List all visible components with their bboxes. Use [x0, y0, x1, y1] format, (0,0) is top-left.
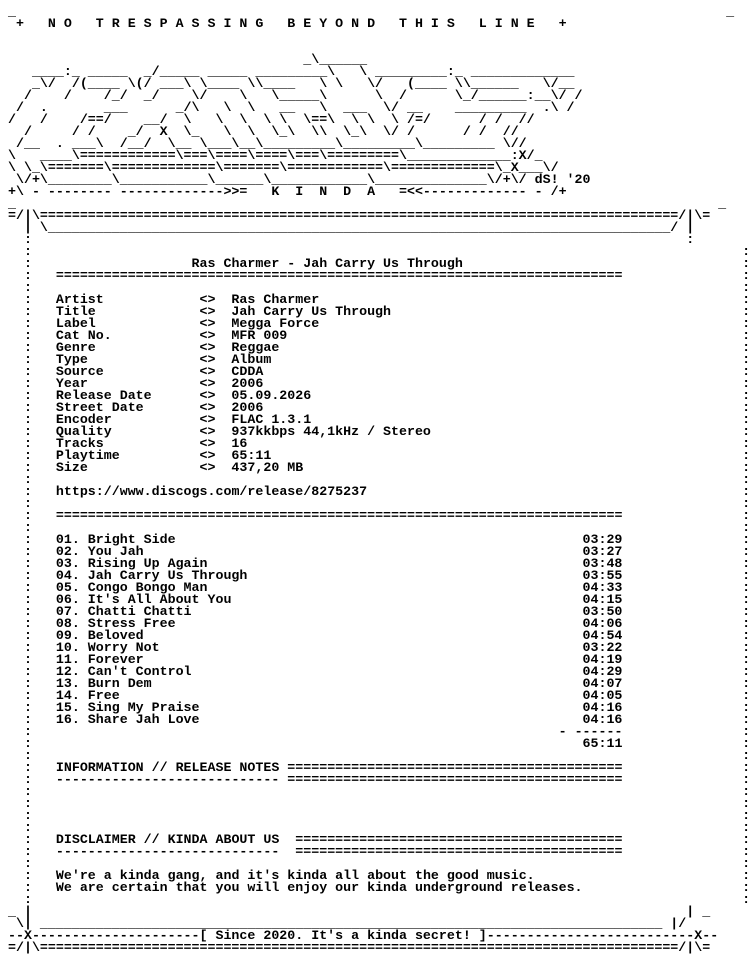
track-title: Free: [87, 688, 120, 703]
frame-right: :: [319, 316, 750, 331]
field-key: Label: [55, 316, 96, 331]
frame-right: :: [622, 832, 750, 847]
track-duration: 04:07: [582, 676, 623, 691]
frame-left: :: [8, 880, 56, 895]
frame-right: :: [55, 892, 750, 907]
frame-right: :: [582, 880, 750, 895]
frame-right: :: [303, 460, 750, 475]
banner-art-line: / / /==/ __/ \ \ \ \ \ \==\ \ \ \ /=/ / / //: [8, 112, 727, 127]
total-playtime: 65:11: [582, 736, 623, 751]
frame-right: :: [622, 772, 750, 787]
frame-right: :: [279, 340, 750, 355]
frame-segment: ==========================================: [279, 760, 623, 775]
frame-right: :: [311, 412, 750, 427]
frame-left: :: [8, 820, 56, 835]
track-title: Jah Carry Us Through: [87, 568, 248, 583]
track-title: Sing My Praise: [87, 700, 200, 715]
banner-art-line: _\______: [8, 52, 727, 67]
frame-left: :: [8, 808, 56, 823]
frame-right: :: [55, 856, 750, 871]
frame-right: :: [247, 436, 750, 451]
track-number: 11.: [55, 652, 80, 667]
frame-left: :: [8, 412, 56, 427]
banner-art-line: / / /_/ _/ \/ \ \_____\ \ / \_/______:__\/ /: [8, 88, 727, 103]
frame-left: :: [8, 364, 56, 379]
frame-right: :: [622, 844, 750, 859]
frame-bottom-row: [8, 940, 711, 955]
track-number: 12.: [55, 664, 80, 679]
field-value: Album: [231, 352, 272, 367]
track-number: 01.: [55, 532, 80, 547]
track-title: Forever: [87, 652, 144, 667]
field-value: 05.09.2026: [231, 388, 312, 403]
track-title: Beloved: [87, 628, 144, 643]
track-title: Rising Up Again: [87, 556, 208, 571]
frame-left: :: [8, 604, 56, 619]
field-key: Cat No.: [55, 328, 112, 343]
frame-left: :: [8, 568, 56, 583]
field-separator: <>: [199, 388, 216, 403]
banner-art-line: \ \_\=======\=============\=======\============\=============\_X___\/: [8, 160, 743, 175]
field-key: Street Date: [55, 400, 144, 415]
frame-right: :: [622, 592, 750, 607]
frame-left: :: [8, 520, 56, 535]
frame-left: :: [8, 628, 56, 643]
frame-left: :: [8, 856, 56, 871]
field-key: Size: [55, 460, 88, 475]
frame-segment: ---------------------------- =========================================: [55, 844, 623, 859]
frame-art-line: =/|\================================================================================/|\=: [8, 208, 711, 223]
frame-right: :: [55, 808, 750, 823]
frame-left: :: [8, 400, 56, 415]
frame-right: :: [367, 484, 750, 499]
frame-right: :: [622, 652, 750, 667]
frame-right: :: [622, 628, 750, 643]
frame-right: :: [622, 712, 750, 727]
track-number: 10.: [55, 640, 80, 655]
frame-right: :: [55, 796, 750, 811]
frame-left: :: [8, 616, 56, 631]
track-number: 14.: [55, 688, 80, 703]
frame-art-line: _ _: [8, 196, 727, 211]
frame-right: :: [311, 388, 750, 403]
field-value: Megga Force: [231, 316, 320, 331]
frame-left: :: [8, 688, 56, 703]
frame-right: :: [622, 268, 750, 283]
frame-right: :: [319, 292, 750, 307]
frame-right: :: [55, 280, 750, 295]
frame-left: :: [8, 724, 56, 739]
frame-left: :: [8, 352, 56, 367]
frame-left: :: [8, 424, 56, 439]
track-title: You Jah: [87, 544, 144, 559]
frame-segment: ---------------------------- ==========================================: [55, 772, 623, 787]
track-title: It's All About You: [87, 592, 232, 607]
frame-art-line: : :: [8, 232, 695, 247]
frame-left: :: [8, 532, 56, 547]
frame-left: :: [8, 736, 56, 751]
track-duration: 03:48: [582, 556, 623, 571]
field-value: FLAC 1.3.1: [231, 412, 312, 427]
track-number: 13.: [55, 676, 80, 691]
frame-left: :: [8, 544, 56, 559]
frame-right: :: [622, 616, 750, 631]
frame-left: :: [8, 268, 56, 283]
field-separator: <>: [199, 352, 216, 367]
frame-left: :: [8, 892, 56, 907]
frame-right: :: [55, 784, 750, 799]
field-separator: <>: [199, 412, 216, 427]
track-duration: 04:15: [582, 592, 623, 607]
frame-right: :: [622, 724, 750, 739]
frame-right: :: [622, 688, 750, 703]
frame-left: :: [8, 436, 56, 451]
frame-right: :: [622, 760, 750, 775]
field-key: Tracks: [55, 436, 104, 451]
frame-left: :: [8, 868, 56, 883]
frame-left: :: [8, 472, 56, 487]
track-duration: 04:05: [582, 688, 623, 703]
frame-right: :: [462, 256, 750, 271]
banner-art-line: _ _: [8, 4, 735, 19]
frame-left: :: [8, 712, 56, 727]
frame-right: :: [622, 544, 750, 559]
frame-left: :: [8, 748, 56, 763]
field-separator: <>: [199, 304, 216, 319]
track-number: 09.: [55, 628, 80, 643]
frame-right: :: [263, 376, 750, 391]
banner-art-line: ____:_ _____ _/_____ _____ _________\ \ _________:_ _____________: [8, 64, 727, 79]
banner-art-line: / . ___ _/\ \ \ __ \ ___ \/ __ _________ .\ /: [8, 100, 727, 115]
track-duration: 03:22: [582, 640, 623, 655]
frame-left: :: [8, 292, 56, 307]
field-value: 2006: [231, 376, 264, 391]
track-title: Burn Dem: [87, 676, 152, 691]
discogs-link: https://www.discogs.com/release/8275237: [55, 484, 368, 499]
frame-right: :: [55, 748, 750, 763]
frame-right: :: [622, 664, 750, 679]
track-title: Worry Not: [87, 640, 160, 655]
frame-right: :: [263, 364, 750, 379]
frame-right: :: [271, 448, 750, 463]
track-number: 16.: [55, 712, 80, 727]
frame-left: :: [8, 280, 56, 295]
frame-left: :: [8, 484, 56, 499]
field-separator: <>: [199, 364, 216, 379]
track-number: 15.: [55, 700, 80, 715]
frame-right: :: [287, 328, 750, 343]
frame-right: :: [622, 508, 750, 523]
frame-left: :: [8, 496, 56, 511]
field-value: Reggae: [231, 340, 280, 355]
field-key: Title: [55, 304, 96, 319]
frame-left: :: [8, 592, 56, 607]
track-duration: 04:16: [582, 700, 623, 715]
field-key: Encoder: [55, 412, 112, 427]
frame-left: :: [8, 460, 56, 475]
frame-right: :: [622, 700, 750, 715]
frame-left: :: [8, 304, 56, 319]
field-separator: <>: [199, 376, 216, 391]
track-duration: 03:55: [582, 568, 623, 583]
track-duration: 03:27: [582, 544, 623, 559]
frame-left: :: [8, 508, 56, 523]
title-rule: =======================================================================: [55, 268, 623, 283]
banner-art-line: +\ - -------- ------------->>= K I N D A =<<------------- - /+: [8, 184, 567, 199]
frame-left: :: [8, 796, 56, 811]
frame-left: :: [8, 448, 56, 463]
field-separator: <>: [199, 316, 216, 331]
frame-art-line: --X---------------------[ Since 2020. It's a kinda secret! ]--------------------------X--: [8, 928, 719, 943]
frame-right: :: [55, 496, 750, 511]
banner-art-line: / / / _/ X \_ \ \ \_\ \\ \_\ \/ / / / //: [8, 124, 727, 139]
track-duration: 04:16: [582, 712, 623, 727]
info-heading: INFORMATION // RELEASE NOTES: [55, 760, 280, 775]
frame-right: :: [622, 676, 750, 691]
frame-art-line: | \______________________________________________________________________________/ |: [8, 220, 695, 235]
frame-right: :: [271, 352, 750, 367]
track-number: 08.: [55, 616, 80, 631]
frame-left: :: [8, 640, 56, 655]
frame-right: :: [55, 244, 750, 259]
field-value: 2006: [231, 400, 264, 415]
field-separator: <>: [199, 328, 216, 343]
field-separator: <>: [199, 460, 216, 475]
frame-right: :: [622, 580, 750, 595]
field-value: Ras Charmer: [231, 292, 320, 307]
total-rule: - ------: [558, 724, 623, 739]
field-value: 65:11: [231, 448, 272, 463]
frame-left: :: [8, 388, 56, 403]
frame-left: :: [8, 316, 56, 331]
frame-left: :: [8, 784, 56, 799]
track-number: 05.: [55, 580, 80, 595]
field-value: 937kkbps 44,1kHz / Stereo: [231, 424, 431, 439]
field-value: CDDA: [231, 364, 264, 379]
frame-right: :: [534, 868, 750, 883]
track-title: Chatti Chatti: [87, 604, 192, 619]
frame-right: :: [430, 424, 750, 439]
track-title: Bright Side: [87, 532, 176, 547]
frame-left: :: [8, 244, 56, 259]
track-duration: 04:54: [582, 628, 623, 643]
frame-left: :: [8, 700, 56, 715]
frame-right: :: [622, 532, 750, 547]
frame-left: :: [8, 556, 56, 571]
frame-left: :: [8, 580, 56, 595]
field-key: Source: [55, 364, 104, 379]
track-duration: 03:29: [582, 532, 623, 547]
track-title: Congo Bongo Man: [87, 580, 208, 595]
frame-right: :: [622, 640, 750, 655]
frame-left: :: [8, 760, 56, 775]
track-duration: 03:50: [582, 604, 623, 619]
field-value: 16: [231, 436, 248, 451]
field-separator: <>: [199, 424, 216, 439]
disclaimer-heading: DISCLAIMER // KINDA ABOUT US: [55, 832, 280, 847]
frame-art-line: _ | | _: [8, 904, 711, 919]
frame-left: :: [8, 772, 56, 787]
track-duration: 04:06: [582, 616, 623, 631]
frame-left: :: [8, 328, 56, 343]
frame-segment: =========================================: [279, 832, 623, 847]
frame-left: :: [8, 844, 56, 859]
banner-art-line: /__ . ___\ /__/ \__ \___\__\_________\_________\_________ \//: [8, 136, 735, 151]
frame-right: :: [263, 400, 750, 415]
track-number: 03.: [55, 556, 80, 571]
tracklist-rule: =======================================================================: [55, 508, 623, 523]
field-key: Artist: [55, 292, 104, 307]
field-key: Genre: [55, 340, 96, 355]
field-separator: <>: [199, 292, 216, 307]
track-duration: 04:29: [582, 664, 623, 679]
track-title: Stress Free: [87, 616, 176, 631]
frame-right: :: [55, 820, 750, 835]
track-title: Share Jah Love: [87, 712, 200, 727]
disclaimer-text: We're a kinda gang, and it's kinda all about the good music.: [55, 868, 535, 883]
frame-right: :: [622, 568, 750, 583]
frame-left: :: [8, 376, 56, 391]
field-value: 437,20 MB: [231, 460, 304, 475]
banner-art-line: + N O T R E S P A S S I N G B E Y O N D T H I S L I N E +: [8, 16, 567, 31]
track-duration: 04:19: [582, 652, 623, 667]
field-separator: <>: [199, 448, 216, 463]
track-number: 06.: [55, 592, 80, 607]
field-key: Year: [55, 376, 88, 391]
frame-right: :: [622, 604, 750, 619]
frame-right: :: [391, 304, 750, 319]
field-separator: <>: [199, 436, 216, 451]
field-key: Quality: [55, 424, 112, 439]
frame-right: :: [622, 736, 750, 751]
frame-left: :: [8, 340, 56, 355]
frame-left: :: [8, 676, 56, 691]
release-title: Ras Charmer - Jah Carry Us Through: [191, 256, 463, 271]
frame-art-line: \| ______________________________________________________________________________ |/: [8, 916, 687, 931]
frame-left: :: [8, 652, 56, 667]
track-title: Can't Control: [87, 664, 192, 679]
frame-right: :: [622, 556, 750, 571]
banner-art-line: \/+\________\___________\______\____________\______________\/+\/ dS! '20: [8, 172, 591, 187]
track-number: 04.: [55, 568, 80, 583]
frame-right: :: [55, 520, 750, 535]
field-key: Playtime: [55, 448, 120, 463]
frame-left: :: [8, 256, 56, 271]
track-duration: 04:33: [582, 580, 623, 595]
track-number: 02.: [55, 544, 80, 559]
field-separator: <>: [199, 340, 216, 355]
disclaimer-text: We are certain that you will enjoy our kinda underground releases.: [55, 880, 583, 895]
field-value: MFR 009: [231, 328, 288, 343]
field-key: Release Date: [55, 388, 152, 403]
banner-art-line: \ ____\============\===\====\====\===\=========\_____________:X/_: [8, 148, 735, 163]
banner-art-line: _\/ /(____ \(/ ___\ \____ \\____ \ \ \/ (____ \\______ \/__: [8, 76, 727, 91]
track-number: 07.: [55, 604, 80, 619]
frame-art-line: =/|\================================================================================/|\=: [8, 940, 711, 955]
frame-right: :: [55, 472, 750, 487]
field-value: Jah Carry Us Through: [231, 304, 392, 319]
frame-left: :: [8, 664, 56, 679]
field-separator: <>: [199, 400, 216, 415]
frame-left: :: [8, 832, 56, 847]
field-key: Type: [55, 352, 88, 367]
